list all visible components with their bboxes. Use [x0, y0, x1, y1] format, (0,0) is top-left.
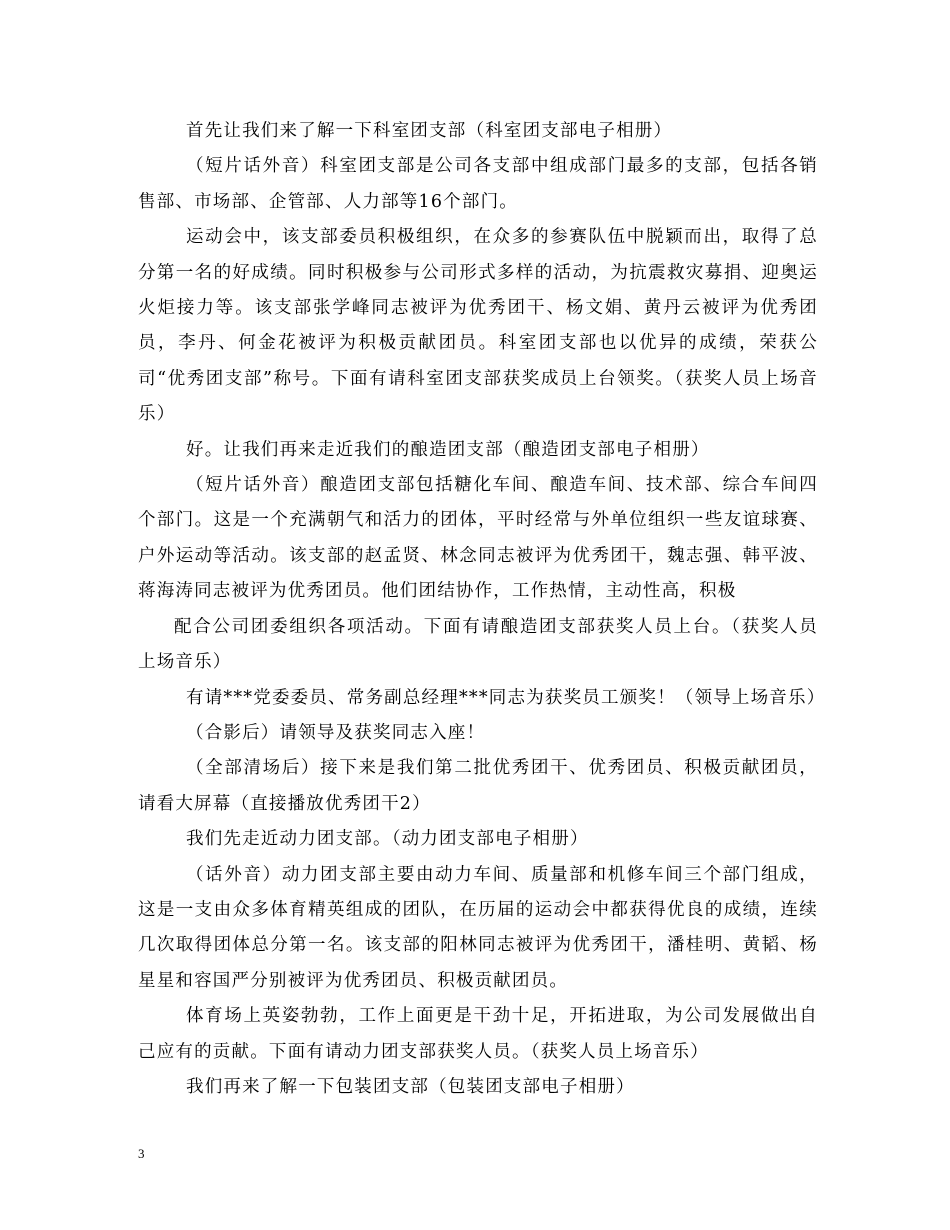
- paragraph: （短片话外音）科室团支部是公司各支部中组成部门最多的支部，包括各销售部、市场部、企管部、人力部等16个部门。: [138, 156, 818, 212]
- paragraph: 我们再来了解一下包装团支部（包装团支部电子相册）: [186, 1076, 635, 1097]
- paragraph: 好。让我们再来走近我们的酿造团支部（酿造团支部电子相册）: [186, 439, 710, 460]
- paragraph: 配合公司团委组织各项活动。下面有请酿造团支部获奖人员上台。（获奖人员上场音乐）: [138, 616, 818, 673]
- paragraph: （全部清场后）接下来是我们第二批优秀团干、优秀团员、积极贡献团员，请看大屏幕（直接播放优秀团干2）: [138, 758, 818, 814]
- paragraph: （短片话外音）酿造团支部包括糖化车间、酿造车间、技术部、综合车间四个部门。这是一个充满朝气和活力的团体，平时经常与外单位组织一些友谊球赛、户外运动等活动。该支部的赵孟贤、林念同志被评为优秀团干，魏志强、韩平波、蒋海涛同志被评为优秀团员。他们团结协作，工作热情，主动性高，积极: [138, 475, 818, 602]
- paragraph: 首先让我们来了解一下科室团支部（科室团支部电子相册）: [186, 121, 673, 141]
- paragraph: （话外音）动力团支部主要由动力车间、质量部和机修车间三个部门组成，这是一支由众多体育精英组成的团队，在历届的运动会中都获得优良的成绩，连续几次取得团体总分第一名。该支部的阳林同志被评为优秀团干，潘桂明、黄韬、杨星星和容国严分别被评为优秀团员、积极贡献团员。: [138, 864, 818, 991]
- page-number: 3: [138, 1146, 145, 1161]
- document-body: [138, 114, 826, 1105]
- paragraph: （合影后）请领导及获奖同志入座！: [186, 722, 486, 743]
- paragraph: 体育场上英姿勃勃，工作上面更是干劲十足，开拓进取，为公司发展做出自己应有的贡献。下面有请动力团支部获奖人员。（获奖人员上场音乐）: [138, 1006, 818, 1062]
- paragraph: 我们先走近动力团支部。（动力团支部电子相册）: [186, 829, 589, 850]
- paragraph: 有请***党委委员、常务副总经理***同志为获奖员工颁奖！（领导上场音乐）: [186, 687, 826, 708]
- paragraph: 运动会中，该支部委员积极组织，在众多的参赛队伍中脱颖而出，取得了总分第一名的好成绩。同时积极参与公司形式多样的活动，为抗震救灾募捐、迎奥运火炬接力等。该支部张学峰同志被评为优秀团干、杨文娟、黄丹云被评为优秀团员，李丹、何金花被评为积极贡献团员。科室团支部也以优异的成绩，荣获公司“优秀团支部”称号。下面有请科室团支部获奖成员上台领奖。（获奖人员上场音乐）: [138, 227, 818, 425]
